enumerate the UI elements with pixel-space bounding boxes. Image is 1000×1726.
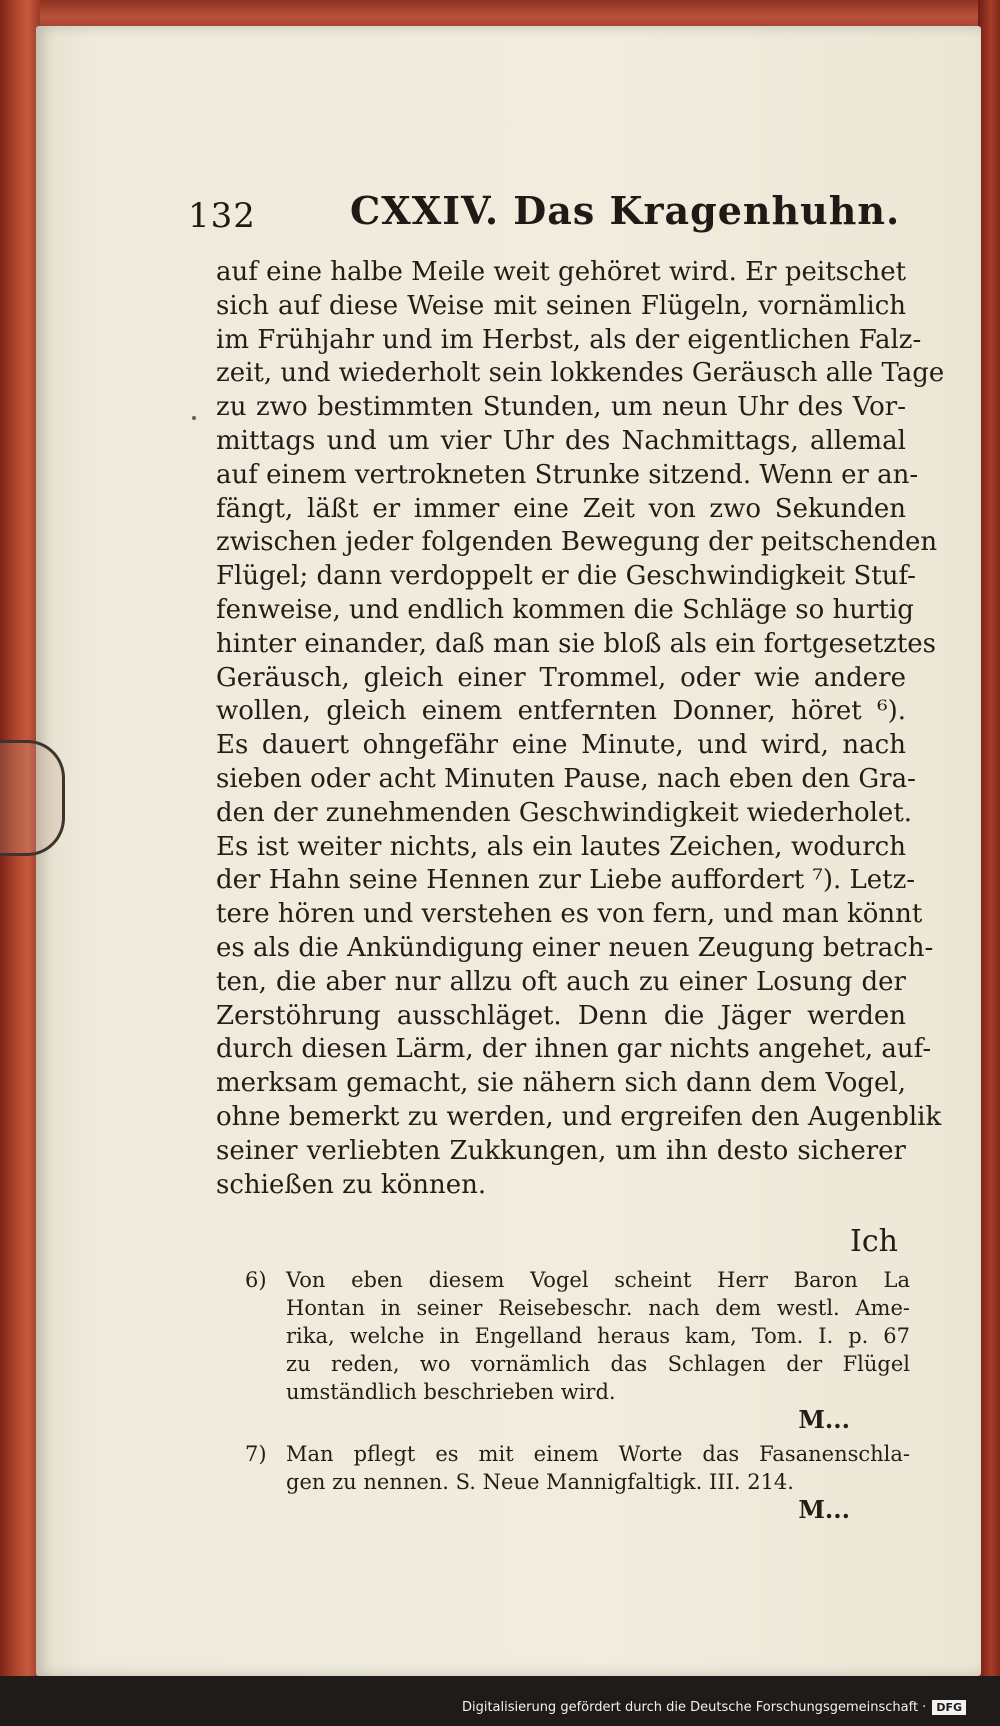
text-line: hinter einander, daß man sie bloß als ein fortgesetztes [216,628,937,659]
footnote-number: 7) [245,1442,267,1466]
catchword: Ich [850,1224,898,1259]
text-line: seiner verliebten Zukkungen, um ihn desto sicherer [216,1135,906,1166]
running-head: CXXIV. Das Kragenhuhn. [350,188,901,233]
book-clasp [0,740,65,856]
text-line: ten, die aber nur allzu oft auch zu einer Losung der [216,966,906,997]
footnote-line: rika, welche in Engelland heraus kam, Tom. I. p. 67 [286,1324,910,1348]
text-line: im Frühjahr und im Herbst, als der eigentlichen Falz- [216,324,922,355]
footnote-line: Man pflegt es mit einem Worte das Fasanenschla- [286,1442,910,1466]
text-line: ohne bemerkt zu werden, und ergreifen den Augenblik [216,1101,942,1132]
footnote-line: Von eben diesem Vogel scheint Herr Baron La [286,1268,910,1292]
text-line: tere hören und verstehen es von fern, und man könnt [216,899,923,930]
book-edge-top [0,0,1000,28]
text-line: zu zwo bestimmten Stunden, um neun Uhr des Vor- [216,392,906,423]
book-edge-right [978,0,1000,1700]
page-number: 132 [188,196,256,236]
footnote [245,1266,910,1434]
text-line: auf eine halbe Meile weit gehöret wird. Er peitschet [216,257,907,287]
footnotes [245,1266,910,1530]
text-line: es als die Ankündigung einer neuen Zeugung betrach- [216,932,934,963]
text-line: den der zunehmenden Geschwindigkeit wiederholet. [216,797,913,828]
text-line: auf einem vertrokneten Strunke sitzend. Wenn er an- [216,459,919,490]
dfg-logo: DFG [932,1700,966,1715]
text-line: durch diesen Lärm, der ihnen gar nichts angehet, auf- [216,1034,932,1065]
text-line: zwischen jeder folgenden Bewegung der peitschenden [216,527,938,558]
footnote-line: gen zu nennen. S. Neue Mannigfaltigk. III. 214. [286,1470,794,1494]
footnote [245,1440,910,1524]
footnote-line: umständlich beschrieben wird. [286,1380,616,1404]
footnote-signature: M... [798,1495,850,1524]
text-line: sieben oder acht Minuten Pause, nach eben den Gra- [216,763,916,794]
credit-text: Digitalisierung gefördert durch die Deutsche Forschungsgemeinschaft · [461,1700,927,1715]
text-line: zeit, und wiederholt sein lokkendes Geräusch alle Tage [216,358,945,389]
body-text [216,256,945,1202]
digitization-credit [462,1700,966,1715]
text-line: schießen zu können. [216,1169,487,1200]
text-line: Es dauert ohngefähr eine Minute, und wird, nach [216,730,906,761]
text-line: Es ist weiter nichts, als ein lautes Zeichen, wodurch [216,831,906,862]
text-line: wollen, gleich einem entfernten Donner, höret ⁶). [216,696,906,727]
page-header [188,188,901,240]
footnote-number: 6) [245,1268,267,1292]
text-line: Zerstöhrung ausschläget. Denn die Jäger werden [216,1000,906,1031]
text-line: merksam gemacht, sie nähern sich dann dem Vogel, [216,1068,906,1099]
text-line: Flügel; dann verdoppelt er die Geschwindigkeit Stuf- [216,561,916,592]
text-line: sich auf diese Weise mit seinen Flügeln, vornämlich [216,290,906,321]
text-line: mittags und um vier Uhr des Nachmittags, allemal [216,425,906,456]
text-line: der Hahn seine Hennen zur Liebe auffordert ⁷). Letz- [216,865,916,896]
text-line: fängt, läßt er immer eine Zeit von zwo Sekunden [216,493,906,524]
footnote-line: zu reden, wo vornämlich das Schlagen der Flügel [286,1352,910,1376]
footnote-line: Hontan in seiner Reisebeschr. nach dem westl. Ame- [286,1296,910,1320]
text-line: Geräusch, gleich einer Trommel, oder wie andere [216,662,906,693]
text-line: fenweise, und endlich kommen die Schläge so hurtig [216,594,914,625]
footnote-signature: M... [798,1405,850,1434]
margin-mark [192,416,196,420]
